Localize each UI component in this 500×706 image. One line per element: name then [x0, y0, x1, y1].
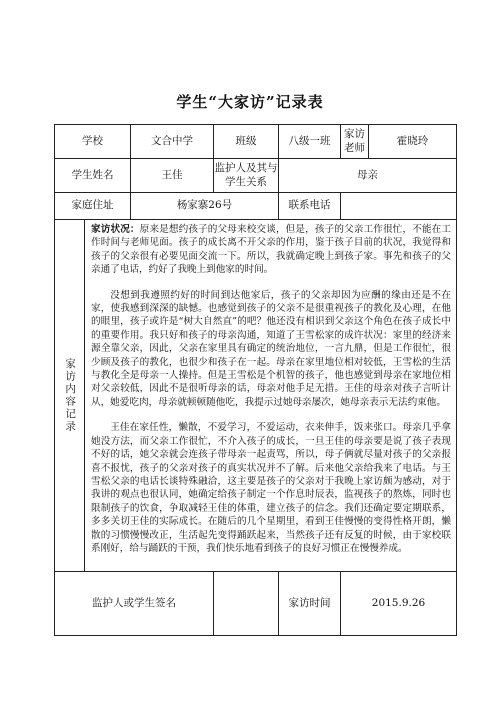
signature-row: [55, 572, 457, 636]
record-paragraph-1-text: 原来是想约孩子的父母来校交谈，但是，孩子的父亲工作很忙，不能在工作时间与老师见面。孩子的成长离不开父亲的作用，鉴于孩子目前的状况，我觉得和孩子的父亲很有必要见面交流一下。所以，我就确定晚上到孩子家。事先和孩子的父亲通了电话，约好了我晚上到他家的时间。: [91, 224, 452, 276]
visit-time-label: 家访时间: [279, 572, 341, 636]
teacher-value: 霍晓玲: [369, 125, 457, 159]
student-row: [55, 159, 457, 193]
signature-value: [214, 572, 279, 636]
visit-time-value: 2015.9.26: [341, 572, 457, 636]
signature-label: 监护人或学生签名: [55, 572, 214, 636]
student-name-value: 王佳: [131, 159, 214, 193]
visit-record-table: [54, 124, 457, 636]
address-row: [55, 193, 457, 220]
page-title: 学生“大家访”记录表: [176, 93, 324, 111]
school-row: [55, 125, 457, 159]
address-label: 家庭住址: [55, 193, 131, 220]
record-row: [55, 220, 457, 572]
phone-value: [341, 193, 457, 220]
record-paragraph-1: [91, 223, 451, 277]
phone-label: 联系电话: [279, 193, 341, 220]
record-label-cell: [55, 220, 85, 572]
record-paragraph-3: 王佳在家任性，懒散，不爱学习，不爱运动，衣来伸手，饭来张口。母亲几乎拿她没方法，而父亲工作很忙，不介入孩子的成长，一旦王佳的母亲要是说了孩子表现不好的话，她父亲就会连孩子带母亲一起责骂，所以，母子俩就尽量对孩子的父亲报喜不报忧，孩子的父亲对孩子的真实状况并不了解。后来他父亲给我来了电话。与王雪松父亲的电话长谈特殊融洽，这主要是孩子的父亲对于我晚上家访颇为感动，对于我讲的观点也很认同，她确定给孩子制定一个作息时辰表，监视孩子的熬炼，同时也限制孩子的饮食，争取减轻王佳的体重，建立孩子的信念。我们还确定要定期联系，多多关切王佳的实际成长。在随后的几个星期里，看到王佳慢慢的变得性格开朗，懒散的习惯慢慢改正，生活起先变得踊跃起来，当然孩子还有反复的时候，由于家校联系刚好，给与踊跃的干预，我们快乐地看到孩子的良好习惯正在慢慢养成。: [91, 422, 451, 554]
class-value: 八级一班: [279, 125, 341, 159]
guardian-value: 母亲: [279, 159, 457, 193]
guardian-label: 监护人及其与学生关系: [214, 159, 279, 193]
record-paragraph-2: 没想到我遵照约好的时间到达他家后，孩子的父亲却因为应酬的缘由还是不在家，使我感到深深的缺憾。也感觉到孩子的父亲不是很重视孩子的教化及心理，在他的眼里，孩子或许是“树大自然直”的吧？他还没有相识到父亲这个角色在孩子成长中的重要作用。我只好和孩子的母亲沟通，知道了王雪松家的成许状况：家里的经济来源全靠父亲，因此，父亲在家里具有确定的统治地位，一言九鼎，但是工作很忙，很少顾及孩子的教化，也很少和孩子在一起。母亲在家里地位相对较低，王雪松的生活与教化全是母亲一人操持。但是王雪松是个机智的孩子，他也感觉到母亲在家地位相对父亲较低，因此不是很听母亲的话，母亲对他手足无措。王佳的母亲对孩子言听计从，她爱吃肉，母亲就顿顿随他吃，我提示过她母亲屡次，她母亲表示无法约束他。: [91, 289, 451, 408]
teacher-label: 家访老师: [341, 125, 369, 159]
record-content: [85, 220, 457, 572]
record-heading: 家访状况：: [91, 224, 140, 235]
class-label: 班级: [214, 125, 279, 159]
student-name-label: 学生姓名: [55, 159, 131, 193]
school-label: 学校: [55, 125, 131, 159]
record-label: 家访内容记录: [64, 358, 77, 433]
address-value: 杨家寨26号: [131, 193, 279, 220]
school-value: 文合中学: [131, 125, 214, 159]
